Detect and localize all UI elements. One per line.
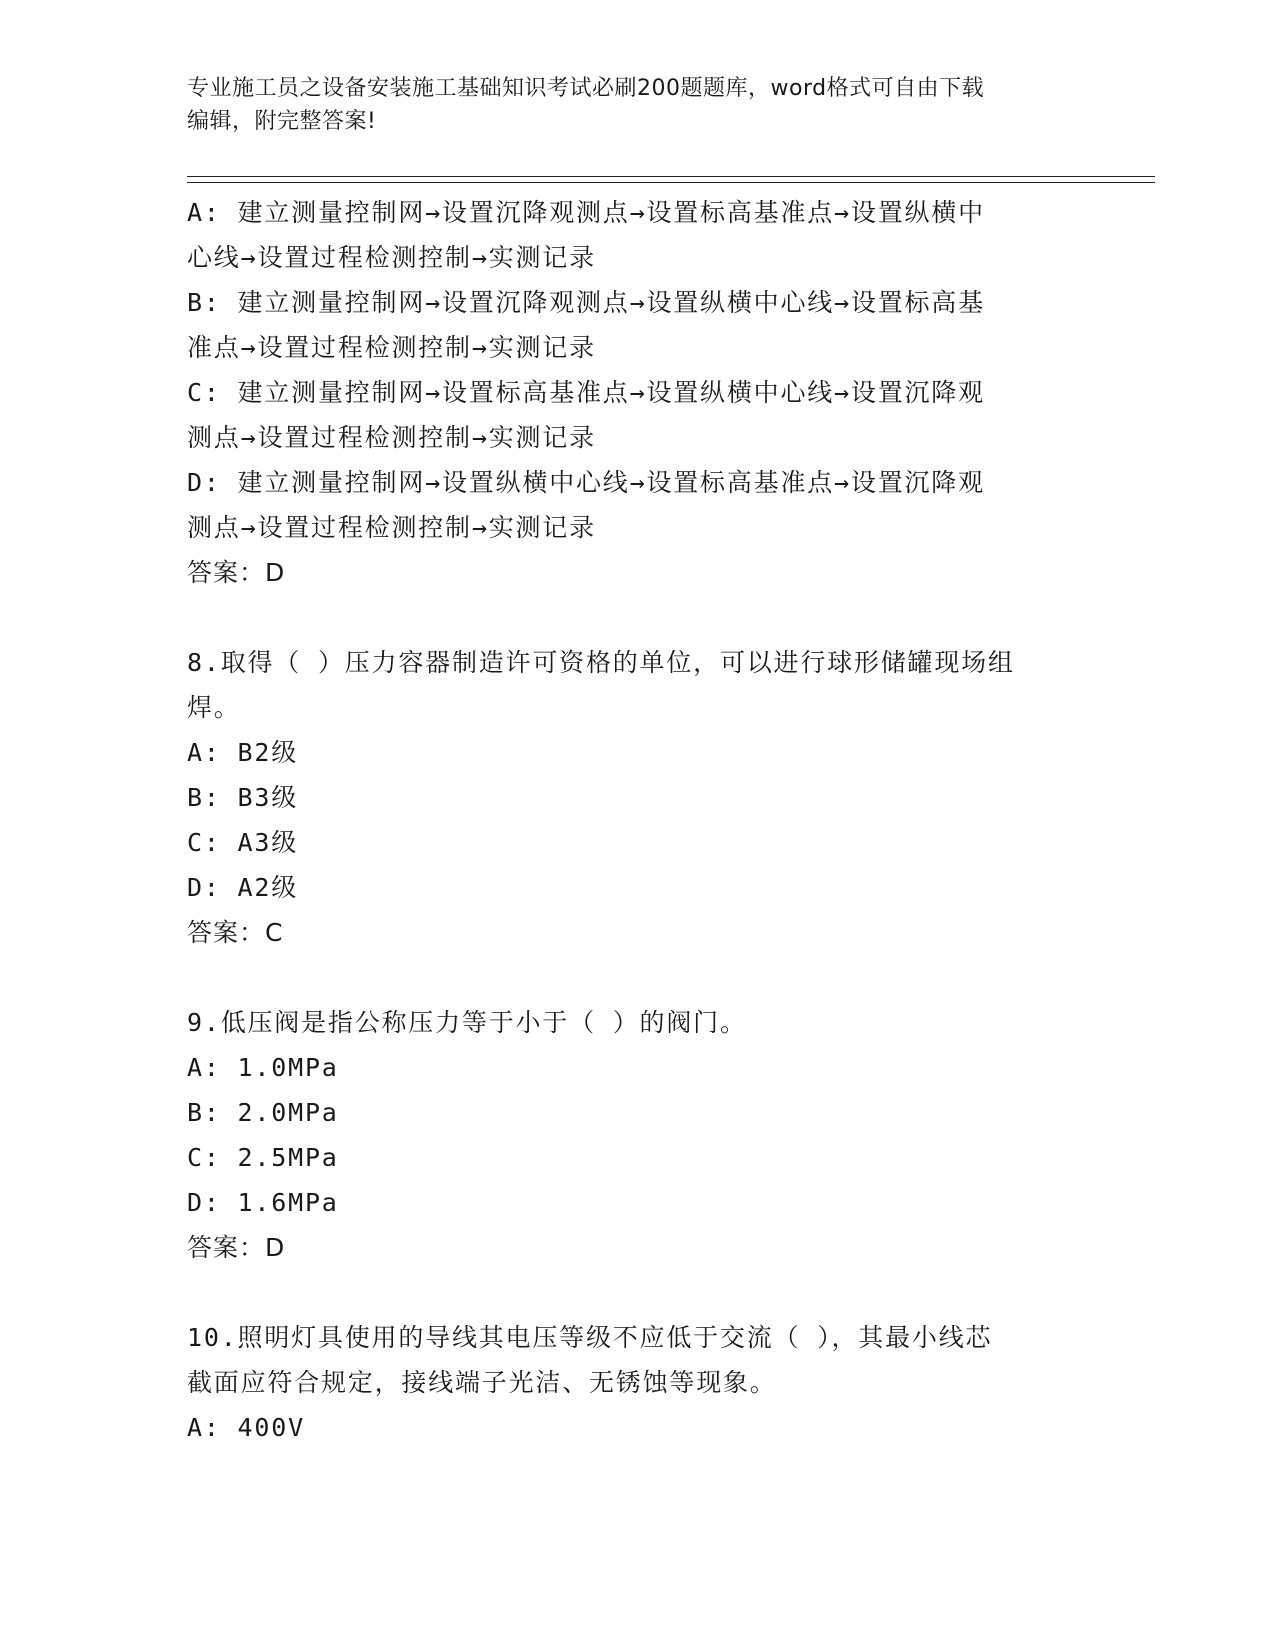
q9-option-d: D: 1.6MPa <box>187 1188 339 1217</box>
q8-stem-line-1: 8.取得（ ）压力容器制造许可资格的单位，可以进行球形储罐现场组 <box>187 648 1015 677</box>
q7-option-a-line-1: A: 建立测量控制网→设置沉降观测点→设置标高基准点→设置纵横中 <box>187 198 985 227</box>
q8-option-d: D: A2级 <box>187 873 299 902</box>
q7-option-d-line-1: D: 建立测量控制网→设置纵横中心线→设置标高基准点→设置沉降观 <box>187 468 985 497</box>
q7-option-b-line-1: B: 建立测量控制网→设置沉降观测点→设置纵横中心线→设置标高基 <box>187 288 985 317</box>
header-divider-top <box>187 176 1155 177</box>
question-8 <box>187 640 1087 955</box>
q7-option-b-line-2: 准点→设置过程检测控制→实测记录 <box>187 333 596 362</box>
spacer <box>187 595 1087 640</box>
q7-option-a-line-2: 心线→设置过程检测控制→实测记录 <box>187 243 596 272</box>
q8-option-c: C: A3级 <box>187 828 299 857</box>
q9-option-b: B: 2.0MPa <box>187 1098 339 1127</box>
question-7-options <box>187 190 1087 595</box>
q7-option-c-line-1: C: 建立测量控制网→设置标高基准点→设置纵横中心线→设置沉降观 <box>187 378 985 407</box>
q10-stem-line-2: 截面应符合规定，接线端子光洁、无锈蚀等现象。 <box>187 1368 777 1397</box>
spacer <box>187 955 1087 1000</box>
q8-stem-line-2: 焊。 <box>187 693 241 722</box>
question-9 <box>187 1000 1087 1270</box>
q7-option-c-line-2: 测点→设置过程检测控制→实测记录 <box>187 423 596 452</box>
q10-option-a: A: 400V <box>187 1413 305 1442</box>
q9-option-c: C: 2.5MPa <box>187 1143 339 1172</box>
page-header <box>187 72 1087 138</box>
question-10 <box>187 1315 1087 1450</box>
header-divider-bottom <box>187 182 1155 183</box>
q9-answer: 答案：D <box>187 1233 286 1262</box>
q8-option-a: A: B2级 <box>187 738 299 767</box>
q7-answer: 答案：D <box>187 558 286 587</box>
q9-stem-line-1: 9.低压阀是指公称压力等于小于（ ）的阀门。 <box>187 1008 747 1037</box>
q8-option-b: B: B3级 <box>187 783 299 812</box>
q8-answer: 答案：C <box>187 918 284 947</box>
q9-option-a: A: 1.0MPa <box>187 1053 339 1082</box>
q10-stem-line-1: 10.照明灯具使用的导线其电压等级不应低于交流（ ），其最小线芯 <box>187 1323 993 1352</box>
header-title-line-2: 编辑，附完整答案! <box>187 109 377 134</box>
header-title-line-1: 专业施工员之设备安装施工基础知识考试必刷200题题库，word格式可自由下载 <box>187 76 985 101</box>
q7-option-d-line-2: 测点→设置过程检测控制→实测记录 <box>187 513 596 542</box>
question-content <box>187 190 1087 1450</box>
spacer <box>187 1270 1087 1315</box>
